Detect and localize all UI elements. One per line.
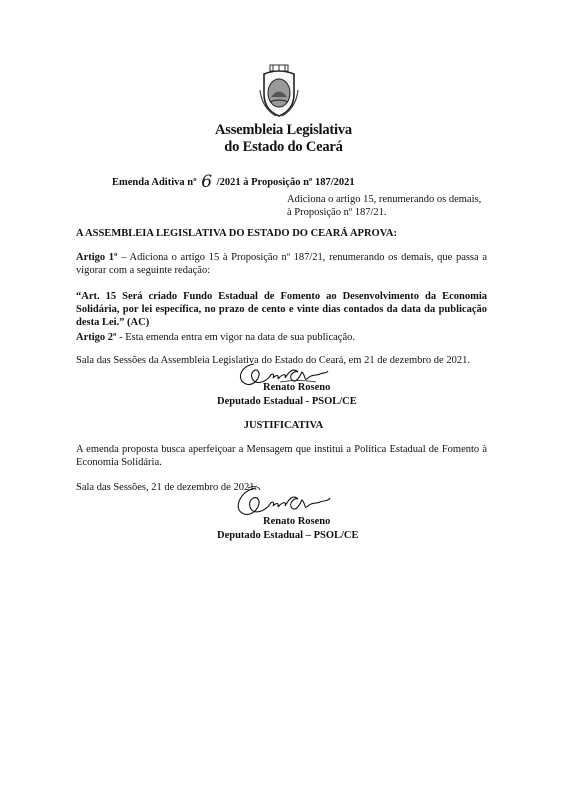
amendment-title: [112, 170, 355, 190]
justification-title: JUSTIFICATIVA: [243, 420, 324, 431]
session-line-1: Sala das Sessões da Assembleia Legislativa do Estado do Ceará, em 21 de dezembro de 2021.: [76, 355, 470, 366]
article-2-label: Artigo 2º: [76, 332, 117, 343]
session-line-2: Sala das Sessões, 21 de dezembro de 2021.: [76, 482, 258, 493]
coat-of-arms-icon: [258, 64, 300, 120]
amendment-suffix: /2021 à Proposição nº 187/2021: [216, 177, 355, 188]
signature-1-name: Renato Roseno: [263, 382, 331, 393]
article-1: [76, 251, 487, 277]
amendment-number: 6: [201, 172, 213, 192]
article-1-text: – Adiciona o artigo 15 à Proposição nº 187/21, renumerando os demais, que passa a vigorar com a seguinte redação:: [76, 252, 487, 276]
article-15-text: “Art. 15 Será criado Fundo Estadual de Fomento ao Desenvolvimento da Economia Solidária, por lei específica, no prazo de cento e vinte dias contados da data da publicação desta Lei.” (AC): [76, 291, 487, 328]
signature-2-name: Renato Roseno: [263, 516, 331, 527]
article-2: [76, 331, 487, 344]
assembly-approves-heading: A ASSEMBLEIA LEGISLATIVA DO ESTADO DO CEARÁ APROVA:: [76, 228, 398, 239]
article-1-label: Artigo 1º: [76, 252, 118, 263]
signature-1-role: Deputado Estadual - PSOL/CE: [217, 396, 357, 407]
amendment-prefix: Emenda Aditiva nº: [112, 177, 197, 188]
organization-name-line2: do Estado do Ceará: [224, 139, 343, 155]
organization-name-line1: Assembleia Legislativa: [215, 122, 352, 138]
justification-text: A emenda proposta busca aperfeiçoar a Mensagem que institui a Política Estadual de Fomento à Economia Solidária.: [76, 444, 487, 468]
amendment-summary: Adiciona o artigo 15, renumerando os demais, à Proposição nº 187/21.: [287, 194, 482, 218]
article-2-text: - Esta emenda entra em vigor na data de sua publicação.: [116, 332, 355, 343]
signature-2-role: Deputado Estadual – PSOL/CE: [217, 530, 359, 541]
